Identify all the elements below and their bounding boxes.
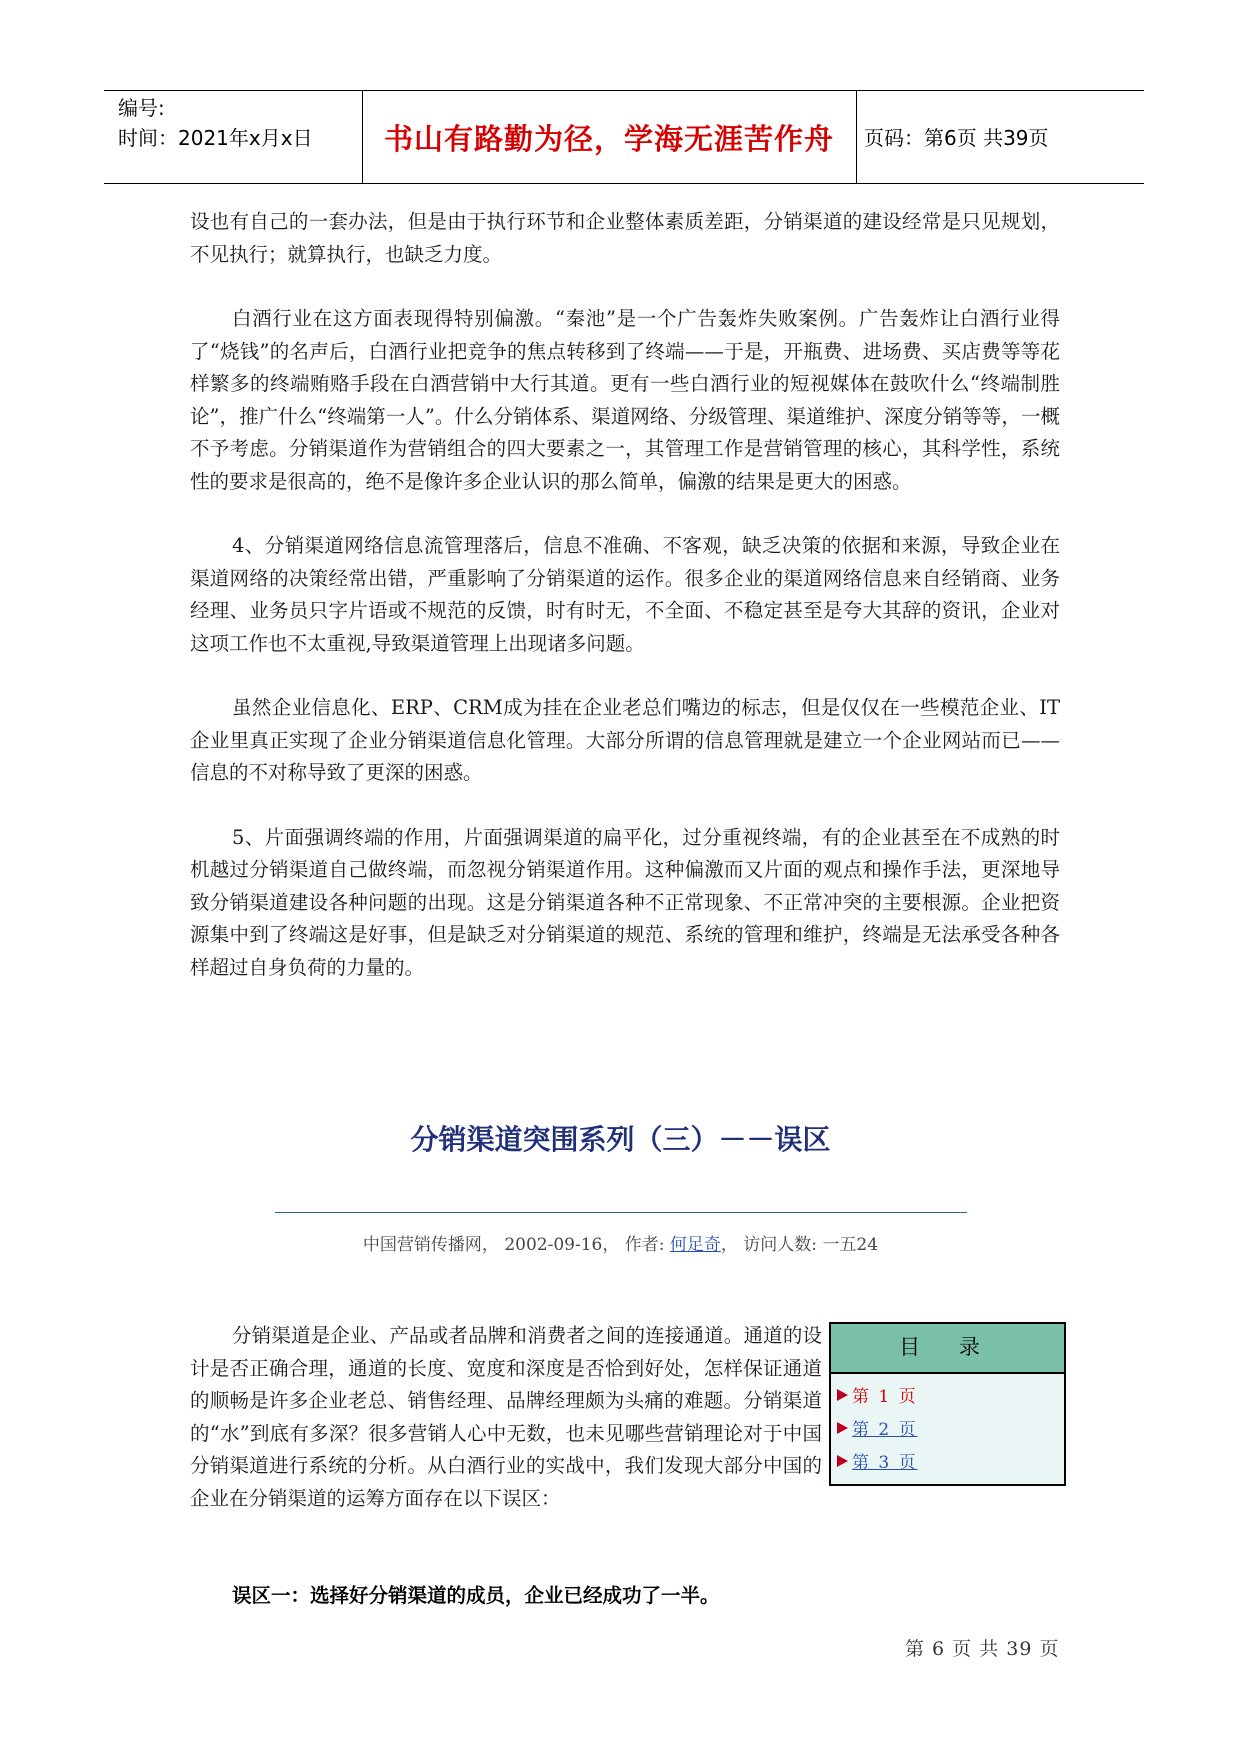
article-source: 中国营销传播网， <box>362 1235 499 1255</box>
article-date: 2002-09-16， <box>504 1235 620 1255</box>
body-text <box>190 206 1060 984</box>
arrow-right-icon <box>837 1455 848 1467</box>
header-page-info: 页码：第6页 共39页 <box>864 126 1049 150</box>
toc-item-label: 第 1 页 <box>852 1387 918 1407</box>
article-intro: 分销渠道是企业、产品或者品牌和消费者之间的连接通道。通道的设计是否正确合理，通道的长度、宽度和深度是否恰到好处，怎样保证通道的顺畅是许多企业老总、销售经理、品牌经理颇为头痛的难题。分销渠道的“水”到底有多深？很多营销人心中无数，也未见哪些营销理论对于中国分销渠道进行系统的分析。从白酒行业的实战中，我们发现大部分中国的企业在分销渠道的运筹方面存在以下误区： <box>190 1324 822 1510</box>
toc-list <box>831 1374 1064 1477</box>
title-divider <box>275 1212 967 1213</box>
header-motto: 书山有路勤为径，学海无涯苦作舟 <box>383 122 834 156</box>
visits-count: 一五24 <box>822 1235 879 1255</box>
toc-box <box>829 1322 1066 1486</box>
header-time-label: 时间：2021年x月x日 <box>118 126 313 150</box>
toc-item-label: 第 2 页 <box>852 1420 918 1440</box>
paragraph: 5、片面强调终端的作用，片面强调渠道的扁平化，过分重视终端，有的企业甚至在不成熟的时机越过分销渠道自己做终端，而忽视分销渠道作用。这种偏激而又片面的观点和操作手法，更深地导致分销渠道建设各种问题的出现。这是分销渠道各种不正常现象、不正常冲突的主要根源。企业把资源集中到了终端这是好事，但是缺乏对分销渠道的规范、系统的管理和维护，终端是无法承受各种各样超过自身负荷的力量的。 <box>190 825 1060 979</box>
toc-item-label: 第 3 页 <box>852 1453 918 1473</box>
header-divider <box>856 91 857 183</box>
author-link[interactable]: 何足奇 <box>669 1235 721 1255</box>
visits-label: 访问人数: <box>743 1235 818 1255</box>
header-meta <box>118 93 313 153</box>
error-heading: 误区一：选择好分销渠道的成员，企业已经成功了一半。 <box>232 1584 720 1607</box>
toc-title: 目 录 <box>831 1324 1064 1374</box>
toc-item-page-3[interactable] <box>831 1444 1064 1477</box>
header-divider <box>362 91 363 183</box>
author-separator: ， <box>720 1235 738 1255</box>
article-meta <box>0 1230 1241 1255</box>
page-header <box>104 90 1144 184</box>
toc-item-page-1[interactable] <box>831 1378 1064 1411</box>
article-intro-block <box>190 1320 822 1515</box>
paragraph: 设也有自己的一套办法，但是由于执行环节和企业整体素质差距，分销渠道的建设经常是只见规划，不见执行；就算执行，也缺乏力度。 <box>190 210 1060 266</box>
article-title: 分销渠道突围系列（三）－－误区 <box>410 1123 831 1156</box>
header-number-label: 编号: <box>118 96 165 120</box>
author-label: 作者: <box>624 1235 665 1255</box>
toc-item-page-2[interactable] <box>831 1411 1064 1444</box>
arrow-right-icon <box>837 1389 848 1401</box>
paragraph: 白酒行业在这方面表现得特别偏激。“秦池”是一个广告轰炸失败案例。广告轰炸让白酒行业得了“烧钱”的名声后，白酒行业把竞争的焦点转移到了终端——于是，开瓶费、进场费、买店费等等花样繁多的终端贿赂手段在白酒营销中大行其道。更有一些白酒行业的短视媒体在鼓吹什么“终端制胜论”，推广什么“终端第一人”。什么分销体系、渠道网络、分级管理、渠道维护、深度分销等等，一概不予考虑。分销渠道作为营销组合的四大要素之一，其管理工作是营销管理的核心，其科学性，系统性的要求是很高的，绝不是像许多企业认识的那么简单，偏激的结果是更大的困惑。 <box>190 307 1060 493</box>
paragraph: 4、分销渠道网络信息流管理落后，信息不准确、不客观，缺乏决策的依据和来源，导致企业在渠道网络的决策经常出错，严重影响了分销渠道的运作。很多企业的渠道网络信息来自经销商、业务经理、业务员只字片语或不规范的反馈，时有时无，不全面、不稳定甚至是夸大其辞的资讯，企业对这项工作也不太重视,导致渠道管理上出现诸多问题。 <box>190 534 1060 655</box>
paragraph: 虽然企业信息化、ERP、CRM成为挂在企业老总们嘴边的标志，但是仅仅在一些模范企业、IT企业里真正实现了企业分销渠道信息化管理。大部分所谓的信息管理就是建立一个企业网站而已——信息的不对称导致了更深的困惑。 <box>190 696 1060 784</box>
page-footer: 第 6 页 共 39 页 <box>905 1638 1060 1660</box>
arrow-right-icon <box>837 1422 848 1434</box>
